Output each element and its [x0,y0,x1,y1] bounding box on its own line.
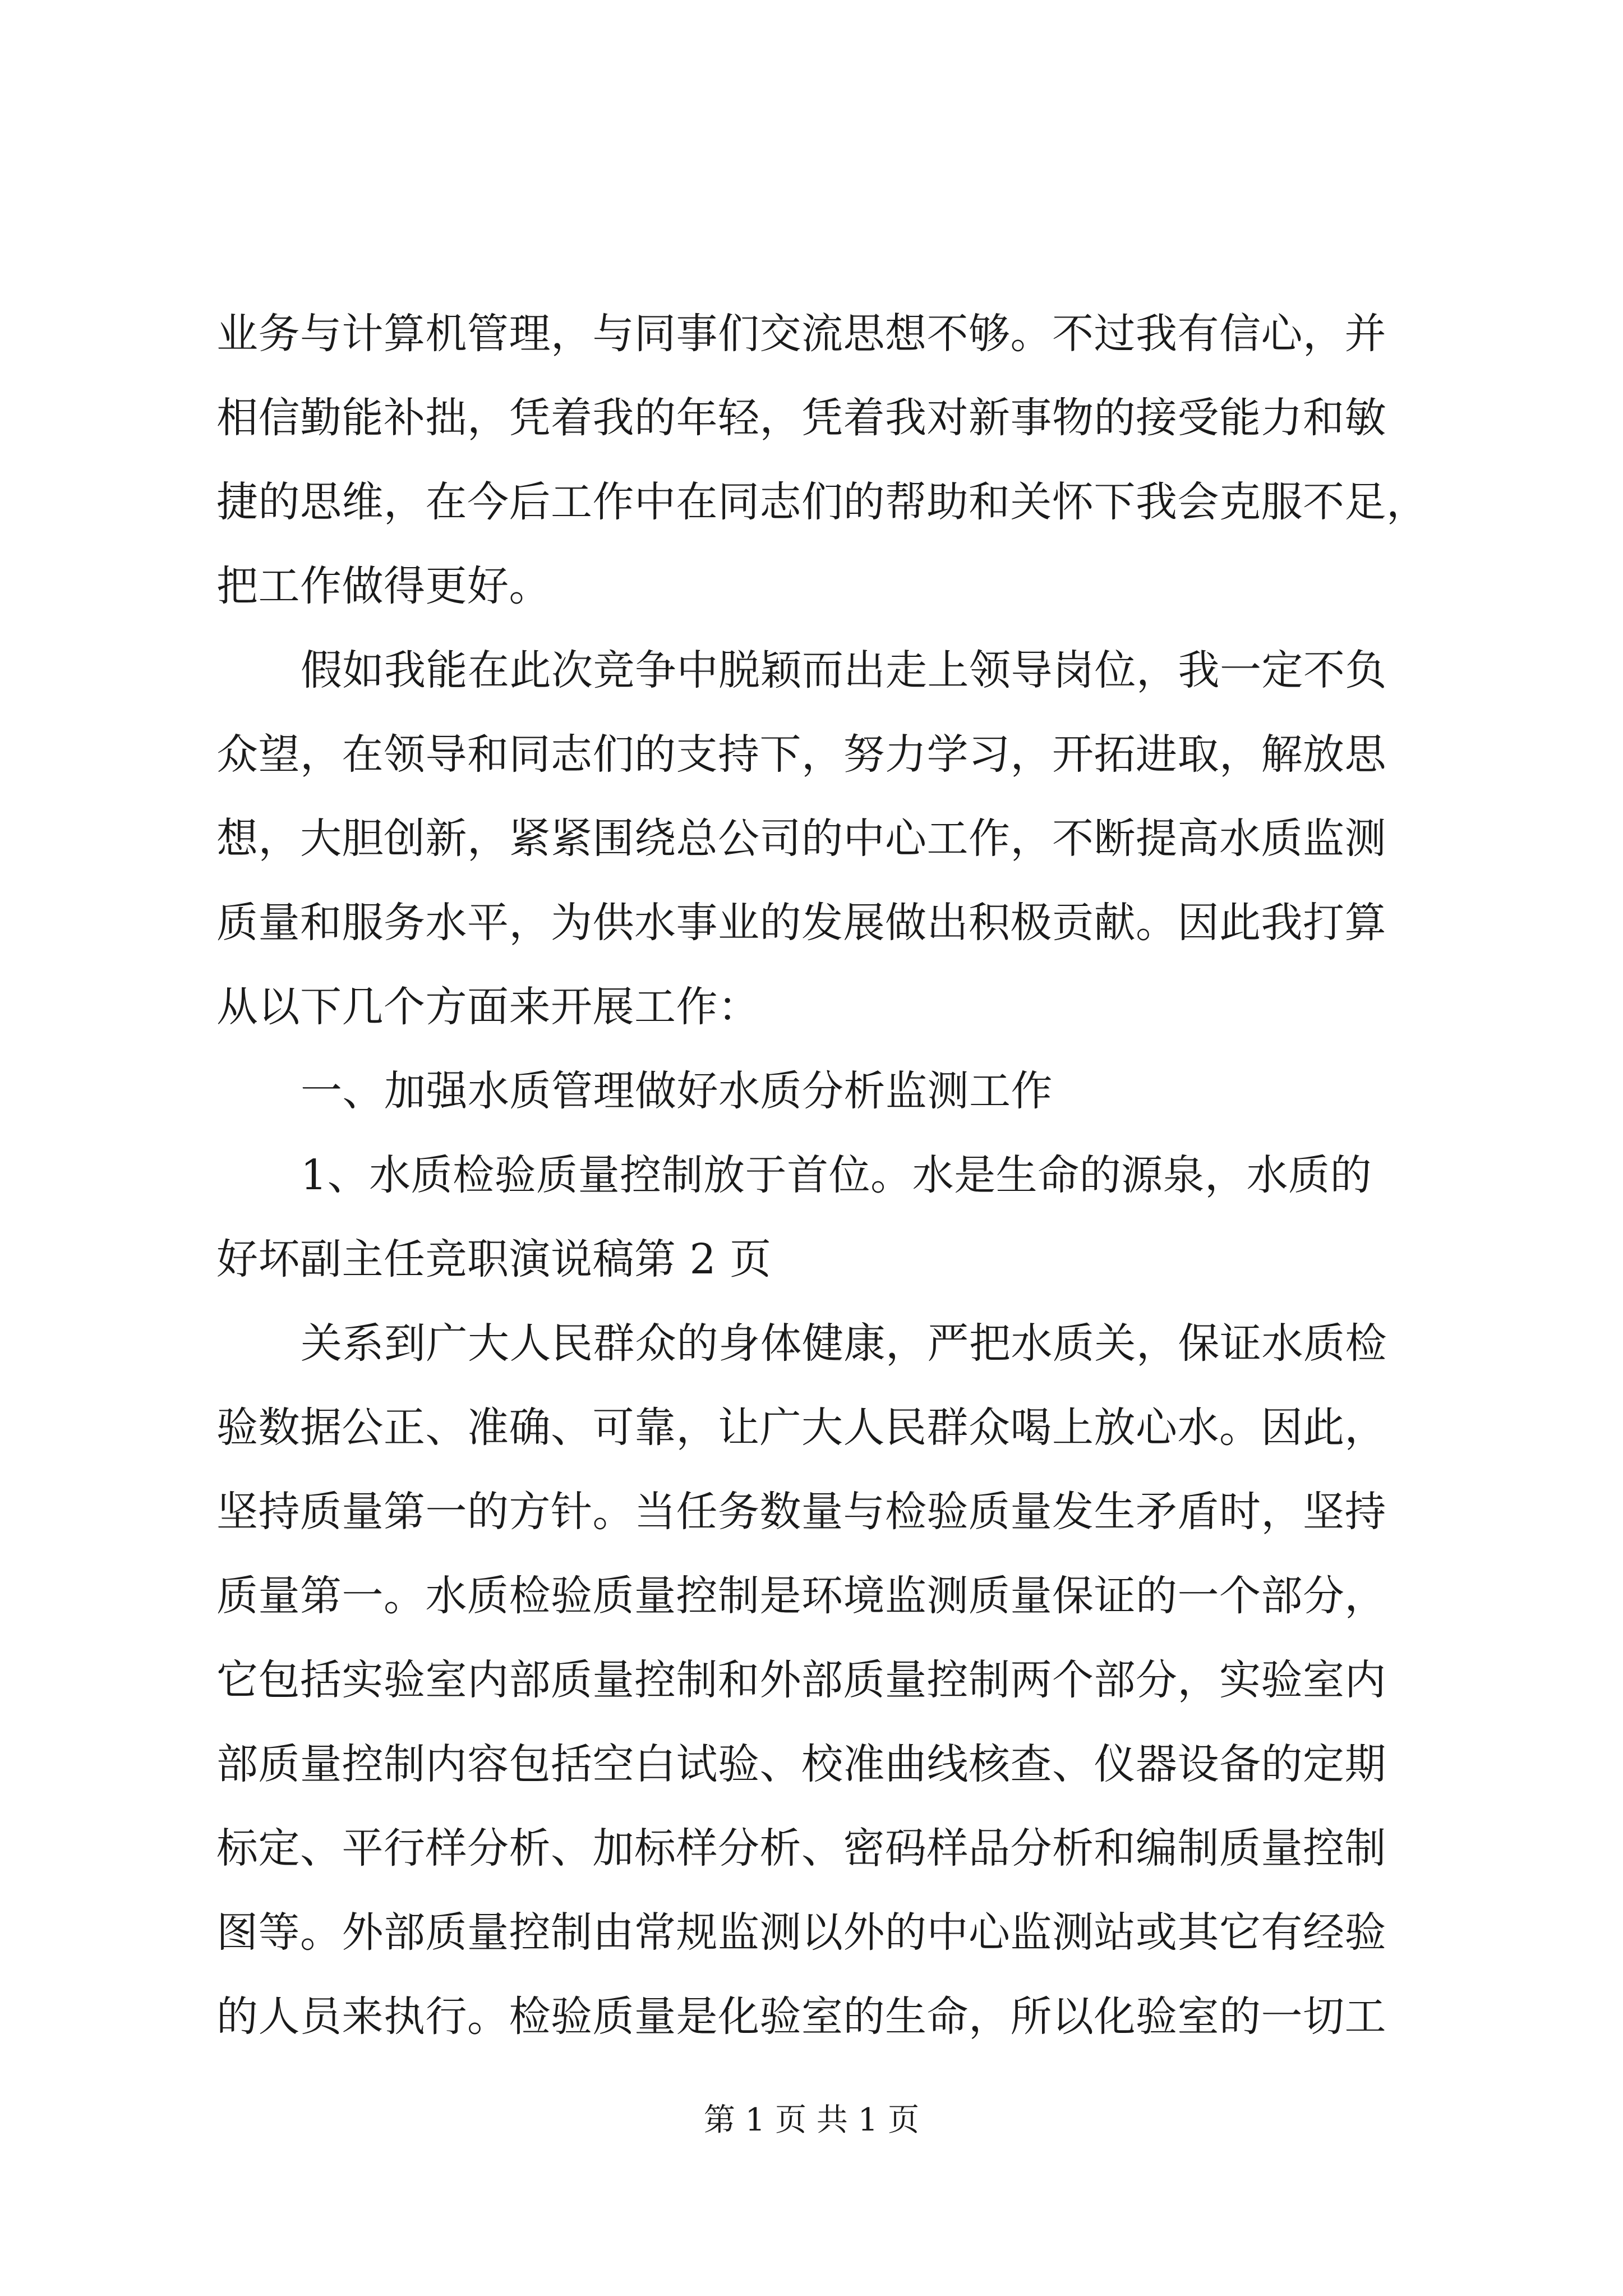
section-heading: 一、加强水质管理做好水质分析监测工作 [301,1067,1053,1115]
text-line: 众望，在领导和同志们的支持下，努力学习，开拓进取，解放思 [216,730,1386,779]
text-line: 质量和服务水平，为供水事业的发展做出积极贡献。因此我打算 [216,899,1386,947]
text-line: 好坏副主任竞职演说稿第 2 页 [216,1235,772,1283]
text-line: 业务与计算机管理，与同事们交流思想不够。不过我有信心，并 [216,310,1386,358]
text-line: 假如我能在此次竞争中脱颖而出走上领导岗位，我一定不负 [301,646,1387,694]
text-line: 的人员来执行。检验质量是化验室的生命，所以化验室的一切工 [216,1993,1386,2041]
text-line: 图等。外部质量控制由常规监测以外的中心监测站或其它有经验 [216,1908,1386,1957]
text-line: 从以下几个方面来开展工作： [216,983,760,1031]
text-line: 相信勤能补拙，凭着我的年轻，凭着我对新事物的接受能力和敏 [216,394,1386,442]
text-line: 标定、平行样分析、加标样分析、密码样品分析和编制质量控制 [216,1824,1386,1872]
document-body [216,292,1439,2059]
text-line: 想，大胆创新，紧紧围绕总公司的中心工作，不断提高水质监测 [216,815,1386,863]
text-line: 部质量控制内容包括空白试验、校准曲线核查、仪器设备的定期 [216,1740,1386,1788]
text-line: 捷的思维，在今后工作中在同志们的帮助和关怀下我会克服不足， [216,478,1428,526]
text-line: 它包括实验室内部质量控制和外部质量控制两个部分，实验室内 [216,1656,1386,1704]
text-line: 验数据公正、准确、可靠，让广大人民群众喝上放心水。因此， [216,1404,1386,1452]
text-line: 质量第一。水质检验质量控制是环境监测质量保证的一个部分， [216,1572,1386,1620]
text-line: 关系到广大人民群众的身体健康，严把水质关，保证水质检 [301,1319,1387,1368]
page-number-footer: 第 1 页 共 1 页 [703,2102,920,2138]
text-line: 1、水质检验质量控制放于首位。水是生命的源泉，水质的 [301,1151,1372,1199]
text-line: 把工作做得更好。 [216,562,551,610]
text-line: 坚持质量第一的方针。当任务数量与检验质量发生矛盾时，坚持 [216,1488,1386,1536]
